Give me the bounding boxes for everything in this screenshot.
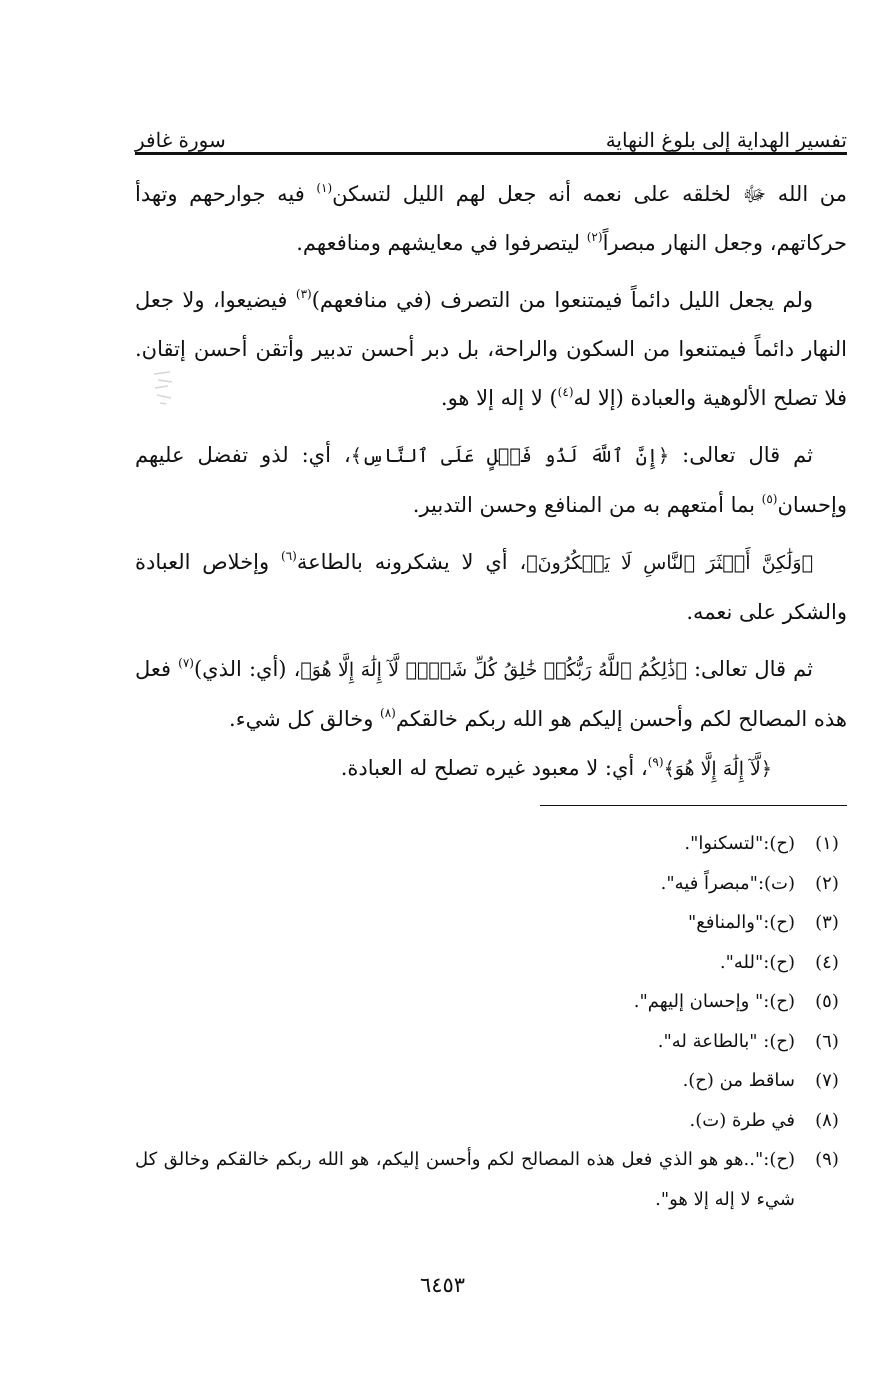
footnote-item — [135, 1101, 847, 1141]
footnote-text: (ح):"لتسكنوا". — [684, 833, 795, 854]
main-text — [135, 170, 847, 802]
surah-name: سورة غافر — [135, 128, 226, 152]
footnote-ref: (٥) — [761, 492, 778, 506]
footnote-text: (ح): "بالطاعة له". — [657, 1030, 795, 1052]
footnote-number: (٢) — [815, 872, 839, 894]
footnote-item — [135, 864, 847, 904]
paragraph-6 — [135, 744, 847, 794]
paragraph-4 — [135, 538, 847, 637]
paragraph-3-text-b: ، أي: لذو تفضل عليهم وإحسان — [135, 443, 847, 517]
paragraph-5-text-a: ثم قال تعالى: — [686, 657, 813, 681]
footnote-ref: (١) — [316, 181, 333, 195]
footnote-item — [135, 824, 847, 864]
paragraph-2 — [135, 276, 847, 423]
footnote-text: ساقط من (ح). — [682, 1070, 795, 1091]
paragraph-1-text-b: فيه جوارحهم وتهدأ حركاتهم، وجعل النهار مبصراً — [135, 182, 847, 255]
footnote-ref: (٣) — [295, 287, 312, 301]
footnote-text: (ت):"مبصراً فيه". — [660, 872, 795, 894]
header-rule — [135, 152, 847, 155]
footnotes — [135, 824, 847, 1219]
quran-verse: ﴿إِنَّ ٱللَّهَ لَذُو فَضۡلٍ عَلَى ٱلنَّاسِ﴾ — [350, 445, 670, 467]
footnote-ref: (٤) — [557, 385, 574, 399]
paragraph-3-text-c: بما أمتعهم به من المنافع وحسن التدبير. — [412, 493, 762, 517]
footnote-number: (٨) — [815, 1109, 839, 1131]
footnote-number: (٧) — [815, 1070, 839, 1091]
paragraph-6-text-a: ، أي: لا معبود غيره تصلح له العبادة. — [340, 756, 648, 780]
paragraph-4-text-a: ، أي لا يشكرونه بالطاعة — [296, 550, 527, 574]
footnote-text: (ح):"..هو هو الذي فعل هذه المصالح لكم وأحسن إليكم، هو الله ربكم خالقكم وخالق كل شيء لا إله إلا هو". — [135, 1149, 795, 1210]
paragraph-1 — [135, 170, 847, 268]
paragraph-5-text-b: ، (أي: الذي) — [193, 657, 301, 681]
footnote-number: (١) — [815, 833, 839, 854]
footnote-number: (٣) — [815, 912, 839, 933]
book-title: تفسير الهداية إلى بلوغ النهاية — [605, 128, 847, 152]
footnote-item — [135, 1022, 847, 1062]
footnote-text: في طرة (ت). — [689, 1109, 795, 1131]
paragraph-2-text-b: فيضيعوا، ولا جعل النهار دائماً فيمتنعوا من السكون والراحة، بل دبر أحسن تدبير وأتقن أحسن إتقان. فلا تصلح الألوهية والعبادة (إلا له — [135, 288, 847, 410]
footnote-number: (٦) — [815, 1030, 839, 1052]
paragraph-2-text-a: ولم يجعل الليل دائماً فيمتنعوا من التصرف (في منافعهم) — [311, 288, 813, 312]
footnote-item — [135, 903, 847, 943]
paragraph-5-text-c: فعل هذه المصالح لكم وأحسن إليكم هو الله ربكم خالقكم — [135, 657, 847, 731]
footnote-number: (٥) — [815, 991, 839, 1012]
quran-verse: ﴿ذَٰلِكُمُ ٱللَّهُ رَبُّكُمۡ خَٰلِقُ كُلِّ شَيۡءٖ لَّآ إِلَٰهَ إِلَّا هُوَ﴾ — [300, 659, 687, 681]
footnote-number: (٤) — [815, 951, 839, 973]
footnote-ref: (٩) — [647, 755, 664, 769]
footnote-text: (ح):" وإحسان إليهم". — [633, 991, 795, 1012]
paragraph-3-text-a: ثم قال تعالى: — [669, 443, 813, 467]
footnote-ref: (٨) — [380, 706, 396, 720]
footnote-ref: (٧) — [178, 656, 194, 670]
quran-verse: ﴿لَّآ إِلَٰهَ إِلَّا هُوَ﴾ — [663, 758, 772, 780]
footnote-item — [135, 1140, 847, 1219]
margin-scribble-mark — [150, 368, 176, 408]
paragraph-1-text-a: من الله ﷻ لخلقه على نعمه أنه جعل لهم الليل لتسكن — [332, 182, 847, 206]
running-header — [135, 112, 847, 152]
paragraph-5 — [135, 645, 847, 744]
footnote-text: (ح):"لله". — [719, 951, 795, 973]
paragraph-4-text-b: وإخلاص العبادة والشكر على نعمه. — [135, 550, 847, 624]
quran-verse: ﴿وَلَٰكِنَّ أَكۡثَرَ ٱلنَّاسِ لَا يَشۡكُرُونَ﴾ — [526, 552, 813, 574]
footnote-rule — [540, 805, 847, 806]
footnote-number: (٩) — [815, 1149, 839, 1170]
footnote-text: (ح):"والمنافع" — [688, 912, 795, 933]
footnote-ref: (٢) — [586, 230, 603, 244]
paragraph-1-text-c: ليتصرفوا في معايشهم ومنافعهم. — [296, 231, 587, 255]
paragraph-5-text-d: وخالق كل شيء. — [229, 707, 381, 731]
footnote-item — [135, 943, 847, 983]
paragraph-3 — [135, 431, 847, 530]
footnote-ref: (٦) — [281, 549, 297, 563]
page-number: ٦٤٥٣ — [419, 1273, 466, 1297]
footnote-item — [135, 1061, 847, 1101]
footnote-item — [135, 982, 847, 1022]
paragraph-2-text-c: ) لا إله إلا هو. — [440, 386, 558, 410]
